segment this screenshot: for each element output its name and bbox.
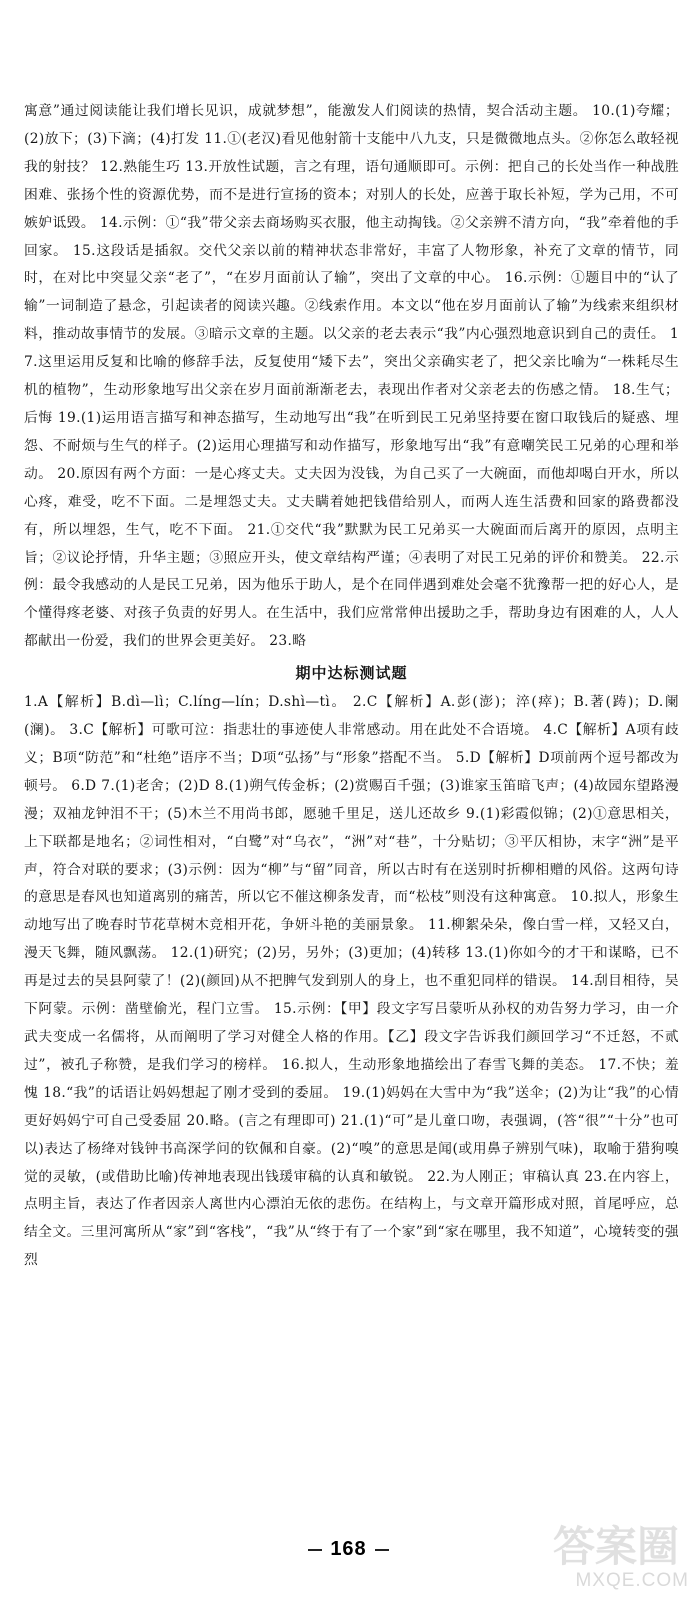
page-number-right-dash (375, 1549, 389, 1551)
answers-midterm-text: 1.A【解析】B.dì—lì；C.líng—lín；D.shì—tì。 2.C【解析】A.彭(澎)；淬(瘁)；B.著(踌)；D.阑(澜)。 3.C【解析】可歌可泣：指悲壮的事迹使人非常感动。用在此处不合语境。 4.C【解析】A项有歧义；B项“防范”和“杜绝”语序不当；D项“弘扬”与“形象”搭配不当。 5.D【解析】D项前两个逗号都改为顿号。 6.D 7.(1)老舍；(2)D 8.(1)朔气传金柝；(2)赏赐百千强；(3)谁家玉笛暗飞声；(4)故园东望路漫漫；双袖龙钟泪不干；(5)木兰不用尚书郎，愿驰千里足，送儿还故乡 9.(1)彩霞似锦；(2)①意思相关，上下联都是地名；②词性相对，“白鹭”对“乌衣”，“洲”对“巷”，十分贴切；③平仄相协，末字“洲”是平声，符合对联的要求；(3)示例：因为“柳”与“留”同音，所以古时有在送别时折柳相赠的风俗。这两句诗的意思是春风也知道离别的痛苦，所以它不催这柳条发青，而“松枝”则没有这种寓意。 10.拟人，形象生动地写出了晚春时节花草树木竞相开花，争妍斗艳的美丽景象。 11.柳絮朵朵，像白雪一样，又轻又白，漫天飞舞，随风飘荡。 12.(1)研究；(2)另，另外；(3)更加；(4)转移 13.(1)你如今的才干和谋略，已不再是过去的吴县阿蒙了！(2)(颜回)从不把脾气发到别人的身上，也不重犯同样的错误。 14.刮目相待，吴下阿蒙。示例：凿壁偷光，程门立雪。 15.示例：【甲】段文字写吕蒙听从孙权的劝告努力学习，由一介武夫变成一名儒将，从而阐明了学习对健全人格的作用。【乙】段文字告诉我们颜回学习“不迁怒，不贰过”，被孔子称赞，是我们学习的榜样。 16.拟人，生动形象地描绘出了春雪飞舞的美态。 17.不快；羞愧 18.“我”的话语让妈妈想起了刚才受到的委屈。 19.(1)妈妈在大雪中为“我”送伞；(2)为让“我”的心情更好妈妈宁可自己受委屈 20.略。(言之有理即可) 21.(1)“可”是儿童口吻，表强调，(答“很”“十分”也可以)表达了杨绛对钱钟书高深学问的钦佩和自豪。(2)“嗅”的意思是闻(或用鼻子辨别气味)，取喻于猎狗嗅觉的灵敏，(或借助比喻)传神地表现出钱瑗审稿的认真和敏锐。 22.为人刚正；审稿认真 23.在内容上，点明主旨，表达了作者因亲人离世内心漂泊无依的悲伤。在结构上，与文章开篇形成对照，首尾呼应，总结全文。三里河寓所从“家”到“客栈”，“我”从“终于有了一个家”到“家在哪里，我不知道”，心境转变的强烈 (24, 694, 679, 1269)
watermark-url: MXQE.COM (575, 1570, 689, 1591)
page-number: 168 (330, 1538, 367, 1560)
watermark (517, 1514, 689, 1598)
watermark-logo: 答案圈 (552, 1522, 679, 1571)
page-number-left-dash (308, 1549, 322, 1551)
section-title: 期中达标测试题 (295, 664, 408, 683)
answers-unit-text: 寓意”通过阅读能让我们增长见识，成就梦想”，能激发人们阅读的热情，契合活动主题。 10.(1)夸耀；(2)放下；(3)下滴；(4)打发 11.①(老汉)看见他射箭十支能中八九支，只是微微地点头。②你怎么敢轻视我的射技？ 12.熟能生巧 13.开放性试题，言之有理，语句通顺即可。示例：把自己的长处当作一种战胜困难、张扬个性的资源优势，而不是进行宣扬的资本；对别人的长处，应善于取长补短，学为己用，不可嫉妒诋毁。 14.示例：①“我”带父亲去商场购买衣服，他主动掏钱。②父亲辨不清方向，“我”牵着他的手回家。 15.这段话是插叙。交代父亲以前的精神状态非常好，丰富了人物形象，补充了文章的情节，同时，在对比中突显父亲“老了”，“在岁月面前认了输”，突出了文章的中心。 16.示例：①题目中的“认了输”一词制造了悬念，引起读者的阅读兴趣。②线索作用。本文以“他在岁月面前认了输”为线索来组织材料，推动故事情节的发展。③暗示文章的主题。以父亲的老去表示“我”内心强烈地意识到自己的责任。 17.这里运用反复和比喻的修辞手法，反复使用“矮下去”，突出父亲确实老了，把父亲比喻为“一株耗尽生机的植物”，生动形象地写出父亲在岁月面前渐渐老去，表现出作者对父亲老去的伤感之情。 18.生气；后悔 19.(1)运用语言描写和神态描写，生动地写出“我”在听到民工兄弟坚持要在窗口取钱后的疑惑、埋怨、不耐烦与生气的样子。(2)运用心理描写和动作描写，形象地写出“我”有意嘲笑民工兄弟的心理和举动。 20.原因有两个方面：一是心疼丈夫。丈夫因为没钱，为自己买了一大碗面，而他却喝白开水，所以心疼，难受，吃不下面。二是埋怨丈夫。丈夫瞒着她把钱借给别人，而两人连生活费和回家的路费都没有，所以埋怨，生气，吃不下面。 21.①交代“我”默默为民工兄弟买一大碗面而后离开的原因，点明主旨；②议论抒情，升华主题；③照应开头，使文章结构严谨；④表明了对民工兄弟的评价和赞美。 22.示例：最令我感动的人是民工兄弟，因为他乐于助人，是个在同伴遇到难处会毫不犹豫帮一把的好心人，是个懂得疼老婆、对孩子负责的好男人。在生活中，我们应常常伸出援助之手，帮助身边有困难的人，人人都献出一份爱，我们的世界会更美好。 23.略 (24, 103, 679, 650)
